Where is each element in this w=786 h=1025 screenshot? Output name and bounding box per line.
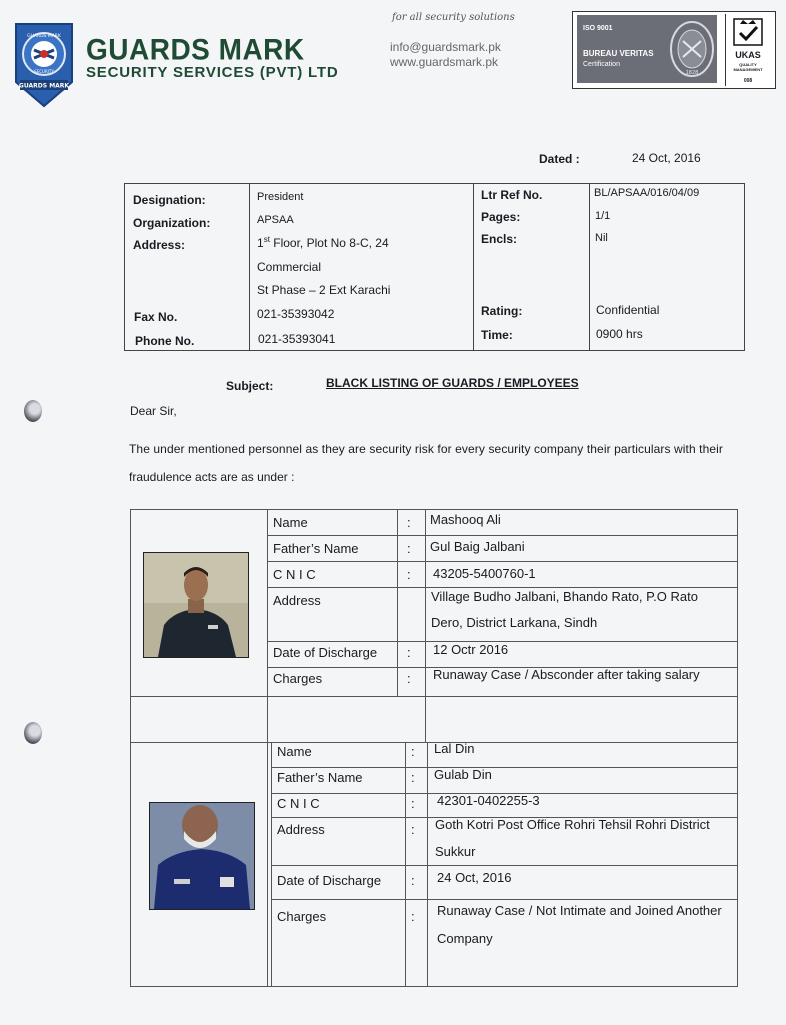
father-label-2: Father’s Name bbox=[277, 770, 363, 785]
designation-value: President bbox=[257, 191, 304, 203]
fax-label: Fax No. bbox=[134, 310, 178, 324]
charges-label-1: Charges bbox=[273, 671, 323, 686]
bureau-veritas-seal-icon bbox=[669, 19, 715, 79]
designation-label: Designation: bbox=[133, 193, 206, 207]
address-value-1b: Dero, District Larkana, Sindh bbox=[431, 615, 598, 630]
father-value-1: Gul Baig Jalbani bbox=[430, 539, 525, 554]
colon: : bbox=[407, 541, 411, 556]
rating-value: Confidential bbox=[596, 303, 660, 317]
address-line-1: 1st Floor, Plot No 8-C, 24 bbox=[257, 235, 389, 250]
charges-value-2b: Company bbox=[437, 931, 493, 946]
address-label: Address: bbox=[133, 238, 186, 252]
address-value-1a: Village Budho Jalbani, Bhando Rato, P.O Rato bbox=[431, 589, 698, 604]
ukas-crown-check-icon bbox=[733, 18, 763, 46]
seal-year: 1828 bbox=[685, 70, 699, 76]
colon: : bbox=[411, 770, 415, 785]
ukas-panel bbox=[725, 14, 770, 86]
cnic-label-1: C N I C bbox=[273, 567, 316, 582]
colon: : bbox=[407, 645, 411, 660]
colon: : bbox=[411, 909, 415, 924]
company-email: info@guardsmark.pk bbox=[390, 40, 501, 54]
discharge-value-2: 24 Oct, 2016 bbox=[437, 870, 512, 885]
colon: : bbox=[411, 822, 415, 837]
personnel-photo-2 bbox=[149, 802, 255, 910]
name-label-1: Name bbox=[273, 515, 308, 530]
shield-ring-bottom: SECURITY bbox=[34, 69, 54, 74]
cnic-value-1: 43205-5400760-1 bbox=[433, 566, 536, 581]
name-value-1: Mashooq Ali bbox=[430, 512, 501, 527]
discharge-value-1: 12 Octr 2016 bbox=[433, 642, 509, 657]
ukas-label: UKAS bbox=[735, 50, 761, 60]
organization-label: Organization: bbox=[133, 216, 211, 230]
cnic-label-2: C N I C bbox=[277, 796, 320, 811]
subject-text: BLACK LISTING OF GUARDS / EMPLOYEES bbox=[326, 376, 579, 390]
encls-label: Encls: bbox=[481, 232, 518, 246]
dated-value: 24 Oct, 2016 bbox=[632, 151, 701, 165]
punch-hole bbox=[24, 400, 42, 422]
colon: : bbox=[407, 671, 411, 686]
colon: : bbox=[411, 744, 415, 759]
personnel-photo-1 bbox=[143, 552, 249, 658]
certification-label: Certification bbox=[583, 61, 620, 68]
colon: : bbox=[407, 515, 411, 530]
pages-value: 1/1 bbox=[595, 210, 611, 222]
address-line-2: Commercial bbox=[257, 260, 322, 274]
address-value-2a: Goth Kotri Post Office Rohri Tehsil Rohri District bbox=[435, 817, 710, 832]
company-subtitle: SECURITY SERVICES (PVT) LTD bbox=[86, 64, 339, 81]
name-label-2: Name bbox=[277, 744, 312, 759]
encls-value: Nil bbox=[595, 232, 608, 244]
bureau-veritas-panel bbox=[577, 15, 717, 83]
ltr-ref-value: BL/APSAA/016/04/09 bbox=[594, 187, 700, 199]
dated-label: Dated : bbox=[539, 152, 580, 166]
shield-ring-top: GUARDS MARK bbox=[27, 34, 61, 39]
organization-value: APSAA bbox=[257, 214, 294, 226]
name-value-2: Lal Din bbox=[434, 741, 475, 756]
phone-label: Phone No. bbox=[135, 334, 195, 348]
discharge-label-1: Date of Discharge bbox=[273, 645, 378, 660]
personnel-table bbox=[130, 509, 738, 987]
company-website: www.guardsmark.pk bbox=[390, 55, 499, 69]
charges-value-1: Runaway Case / Absconder after taking salary bbox=[433, 667, 700, 682]
cnic-value-2: 42301-0402255-3 bbox=[437, 793, 540, 808]
company-shield-logo bbox=[12, 20, 76, 110]
company-name: GUARDS MARK bbox=[86, 33, 305, 66]
bureau-veritas-label: BUREAU VERITAS bbox=[583, 49, 654, 58]
tagline: for all security solutions bbox=[392, 12, 515, 23]
pages-label: Pages: bbox=[481, 210, 521, 224]
colon: : bbox=[411, 796, 415, 811]
intro-line-1: The under mentioned personnel as they are security risk for every security company their particulars with their bbox=[129, 442, 724, 456]
subject-label: Subject: bbox=[226, 379, 274, 393]
fax-value: 021-35393042 bbox=[257, 307, 335, 321]
phone-value: 021-35393041 bbox=[258, 332, 336, 346]
colon: : bbox=[407, 567, 411, 582]
discharge-label-2: Date of Discharge bbox=[277, 873, 382, 888]
address-value-2b: Sukkur bbox=[435, 844, 476, 859]
father-label-1: Father’s Name bbox=[273, 541, 359, 556]
rating-label: Rating: bbox=[481, 304, 523, 318]
punch-hole bbox=[24, 722, 42, 744]
colon: : bbox=[411, 873, 415, 888]
father-value-2: Gulab Din bbox=[434, 767, 492, 782]
charges-value-2a: Runaway Case / Not Intimate and Joined Another bbox=[437, 903, 722, 918]
recipient-info-table bbox=[124, 183, 745, 351]
shield-banner-text: GUARDS MARK bbox=[18, 82, 70, 90]
time-label: Time: bbox=[481, 328, 513, 342]
address-line-3: St Phase – 2 Ext Karachi bbox=[257, 283, 391, 297]
address-label-1: Address bbox=[273, 593, 321, 608]
charges-label-2: Charges bbox=[277, 909, 327, 924]
time-value: 0900 hrs bbox=[596, 327, 643, 341]
ukas-number: 008 bbox=[743, 78, 753, 84]
ukas-subtitle: QUALITY MANAGEMENT bbox=[733, 62, 763, 72]
salutation: Dear Sir, bbox=[130, 404, 177, 418]
intro-line-2: fraudulence acts are as under : bbox=[129, 470, 295, 484]
ltr-ref-label: Ltr Ref No. bbox=[481, 188, 543, 202]
iso-label: ISO 9001 bbox=[583, 25, 613, 32]
certification-box bbox=[572, 11, 776, 89]
address-label-2: Address bbox=[277, 822, 325, 837]
